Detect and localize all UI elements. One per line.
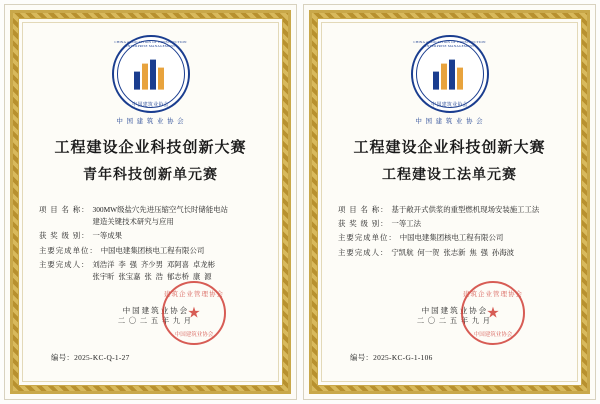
field-value: 宁凯航 何一贺 张志新 焦 强 孙海波 <box>391 247 515 257</box>
issuer-name: 中 国 建 筑 业 协 会 <box>421 305 487 315</box>
field-main-unit-2 <box>338 232 561 244</box>
certificate-title-line2-2: 工程建设工法单元赛 <box>382 168 517 183</box>
organization-name-2: 中 国 建 筑 业 协 会 <box>415 118 484 125</box>
emblem-building-bars-icon <box>433 60 467 90</box>
field-project-name-2 <box>338 204 561 216</box>
association-emblem-icon <box>112 35 190 113</box>
emblem-arc-text-bottom: 中国建筑业协会 <box>132 103 169 108</box>
seal-star-icon: ★ <box>486 304 500 322</box>
seal-text-top: 建筑企业管理协会 <box>463 291 523 298</box>
emblem-arc-text-bottom: 中国建筑业协会 <box>431 103 468 108</box>
organization-name-1: 中 国 建 筑 业 协 会 <box>116 118 185 125</box>
seal-text-bottom: 中国建筑业协会 <box>473 332 513 338</box>
seal-area-2 <box>399 273 549 345</box>
certificate-card-1 <box>4 4 297 400</box>
issuer-date: 二 〇 二 五 年 九 月 <box>416 317 491 326</box>
emblem-arc-text-top: CHINA ASSOCIATION OF CONSTRUCTION ENTERPRISE MANAGEMENT <box>114 40 187 48</box>
field-value: 中国电建集团核电工程有限公司 <box>399 233 504 243</box>
certificate-content-2 <box>324 25 575 379</box>
field-value: 一等成果 <box>92 231 123 241</box>
field-label: 项 目 名 称： <box>39 205 90 214</box>
certificate-title-line1-2: 工程建设企业科技创新大赛 <box>353 140 546 156</box>
official-seal-icon-1 <box>162 281 226 345</box>
contributors-line1: 刘浩洋 李 强 齐少男 邓阿喜 卓龙彬 <box>92 259 216 269</box>
certificate-content-1 <box>25 25 276 379</box>
field-value: 中国电建集团核电工程有限公司 <box>100 245 205 255</box>
certificate-code-1: 编号：2025-KC-Q-1-27 <box>51 353 130 362</box>
field-award-level-1 <box>39 230 262 242</box>
issuer-name: 中 国 建 筑 业 协 会 <box>122 305 188 315</box>
certificate-title-line2-1: 青年科技创新单元赛 <box>83 168 218 183</box>
field-label: 获 奖 级 别： <box>338 219 389 229</box>
seal-text-bottom: 中国建筑业协会 <box>174 332 214 338</box>
field-label: 主要完成人： <box>39 259 90 269</box>
field-label: 主要完成单位： <box>39 245 98 255</box>
issuer-date: 二 〇 二 五 年 九 月 <box>117 317 192 326</box>
emblem-arc-text-top: CHINA ASSOCIATION OF CONSTRUCTION ENTERPRISE MANAGEMENT <box>413 40 486 48</box>
field-label: 主要完成人： <box>338 247 389 257</box>
certificate-card-2 <box>303 4 596 400</box>
field-project-name-1 <box>39 204 262 228</box>
official-seal-icon-2 <box>461 281 525 345</box>
seal-star-icon: ★ <box>187 304 201 322</box>
field-value: 一等工法 <box>391 219 422 229</box>
field-label: 项 目 名 称： <box>338 205 389 214</box>
seal-area-1 <box>100 273 250 345</box>
field-award-level-2 <box>338 218 561 230</box>
field-label: 主要完成单位： <box>338 233 397 243</box>
field-contributors-2 <box>338 247 561 260</box>
field-value: 基于敞开式供浆的重型燃机现场安装施工工法 <box>391 205 540 214</box>
seal-text-top: 建筑企业管理协会 <box>164 291 224 298</box>
field-value <box>90 204 263 228</box>
certificate-fields-2 <box>338 204 561 261</box>
certificate-title-line1-1: 工程建设企业科技创新大赛 <box>54 140 247 156</box>
field-value-line1: 300MW级盐穴先进压缩空气长时储能电站 <box>92 205 228 214</box>
association-emblem-icon <box>411 35 489 113</box>
field-label: 获 奖 级 别： <box>39 231 90 241</box>
contributors-line2: 张宇昕 张宝嘉 张 浩 郁志桥 康 源 <box>92 272 212 282</box>
certificate-code-2: 编号：2025-KC-G-1-106 <box>350 353 433 362</box>
field-main-unit-1 <box>39 245 262 257</box>
field-value-line2: 建造关键技术研究与应用 <box>92 217 174 227</box>
emblem-building-bars-icon <box>134 60 168 90</box>
